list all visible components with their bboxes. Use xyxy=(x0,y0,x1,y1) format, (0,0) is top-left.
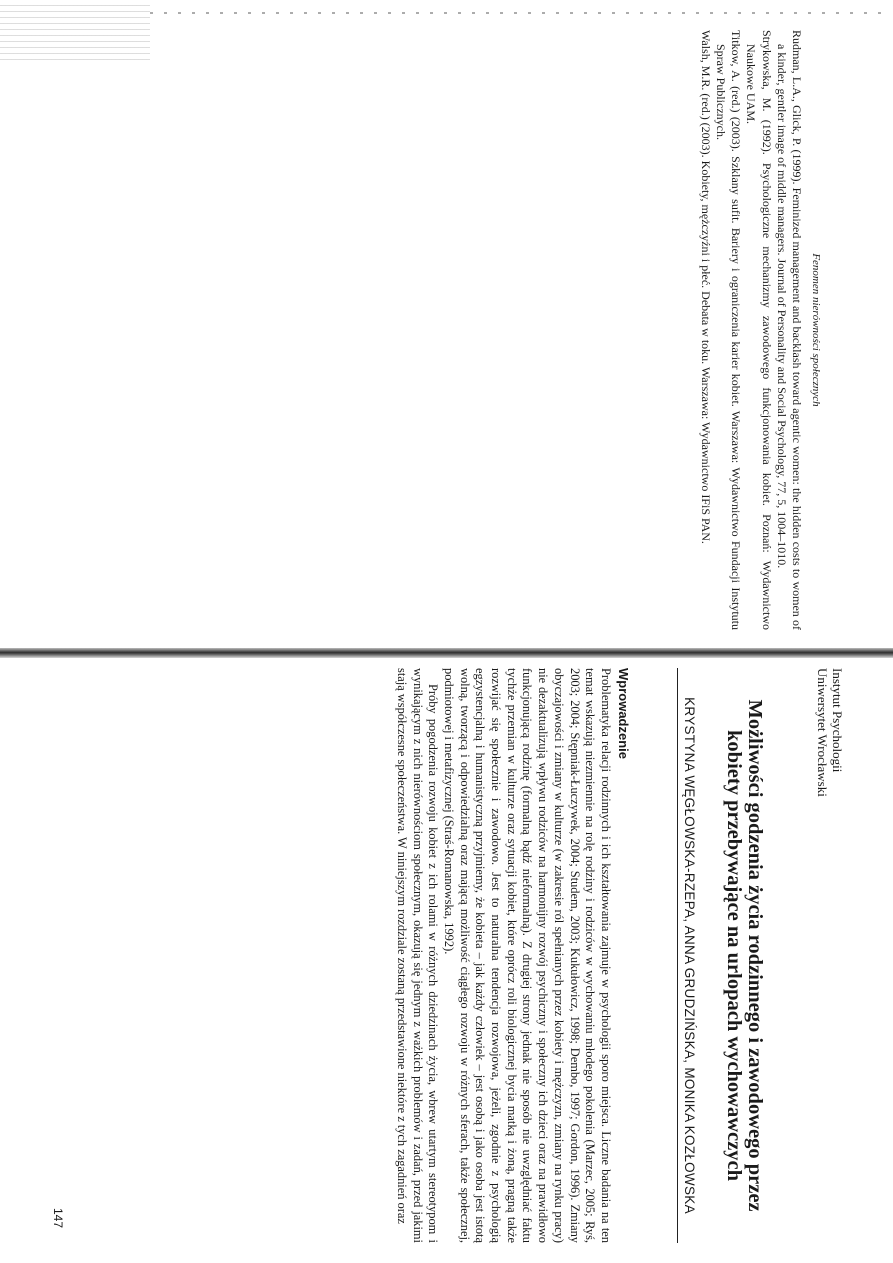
reference-item: Titkow, A. (red.) (2003). Szklany sufit. Bariery i ograniczenia karier kobiet. Warszawa: Wydawnictwo Fundacji Instytutu Spraw Publicznych. xyxy=(713,30,744,630)
previous-page xyxy=(42,30,822,630)
article-body xyxy=(393,668,613,1243)
article-title: Możliwości godzenia życia rodzinnego i zawodowego przez kobiety przebywające na urlopach wychowawczych xyxy=(723,699,766,1212)
article-page xyxy=(25,668,845,1243)
scan-artifact-top xyxy=(150,12,890,14)
section-heading: Wprowadzenie xyxy=(616,668,631,760)
body-paragraph: Próby pogodzenia rozwoju kobiet z ich rolami w różnych dziedzinach życia, wbrew utartym stereotypom i wynikającym z nich nierównościom społecznym, okazują się jednym z ważkich problemów i zadań, przed jakimi stają współczesne społeczeństwa. W niniejszym rozdziale zostaną przedstawione niektóre z tych zagadnień oraz xyxy=(394,668,441,1243)
reference-item: Rudman, L.A., Glick, P. (1999). Feminized management and backlash toward agentic women: the hidden costs to women of a kinder, gentler image of middle managers. Journal of Personality and Social Psychology, 77, 5, 1004–1010. xyxy=(774,30,804,630)
affiliation-university: Uniwersytet Wrocławski xyxy=(815,668,830,797)
running-head: Fenomen nierówności społecznych xyxy=(810,253,822,407)
affiliation xyxy=(815,668,845,797)
reference-item: Walsh, M.R. (red.) (2003). Kobiety, mężczyźni i płeć. Debata w toku. Warszawa: Wydawnictwo IFiS PAN. xyxy=(698,30,713,544)
body-paragraph: Problematyka relacji rodzinnych i ich kształtowania zajmuje w psychologii sporo miejsca. Liczne badania na ten temat wskazują niezmiennie na rolę rodziny i rodziców w wychowaniu młodego pokolenia (Marzec, 2005; Ryś, 2003; 2004; Stępniak-Łuczywek, 2004; Studem, 2003; Kukułowicz, 1998; Dembo, 1997; Gordon, 1996). Zmiany obyczajowości i zmiany w kulturze (w zakresie ról spełnianych przez kobiety i mężczyzn, zmiany na rynku pracy) nie dezaktualizują wpływu rodziców na harmonijny rozwój psychiczny i społeczny ich dzieci oraz na prawidłowo funkcjonującą rodzinę (formalną bądź nieformalną). Z drugiej strony jednak nie sposób nie uwzględniać faktu tychże przemian w kulturze oraz sytuacji kobiet, które oprócz roli biologicznej bycia matką i żoną, pragną także rozwijać się społecznie i zawodowo. Jest to naturalna tendencja rozwojowa, jeżeli, zgodnie z psychologią egzystencjalną i humanistyczną przyjmiemy, że kobieta – jak każdy człowiek – jest osobą i jako osoba jest istotą wolną, tworzącą i odpowiedzialną oraz mającą możliwość ciągłego rozwoju w różnych sferach, także społecznej, podmiotowej i metafizycznej (Straś-Romanowska, 1992). xyxy=(441,668,613,1243)
reference-item: Strykowska, M. (1992). Psychologiczne mechanizmy zawodowego funkcjonowania kobiet. Poznań: Wydawnictwo Naukowe UAM. xyxy=(744,30,774,630)
affiliation-institute: Instytut Psychologii xyxy=(830,668,845,773)
page-number: 147 xyxy=(51,1208,65,1229)
article-authors: KRYSTYNA WĘGŁOWSKA-RZEPA, ANNA GRUDZIŃSKA, MONIKA KOZŁOWSKA xyxy=(677,668,699,1243)
page-fold xyxy=(0,648,893,658)
references-list xyxy=(698,30,804,630)
